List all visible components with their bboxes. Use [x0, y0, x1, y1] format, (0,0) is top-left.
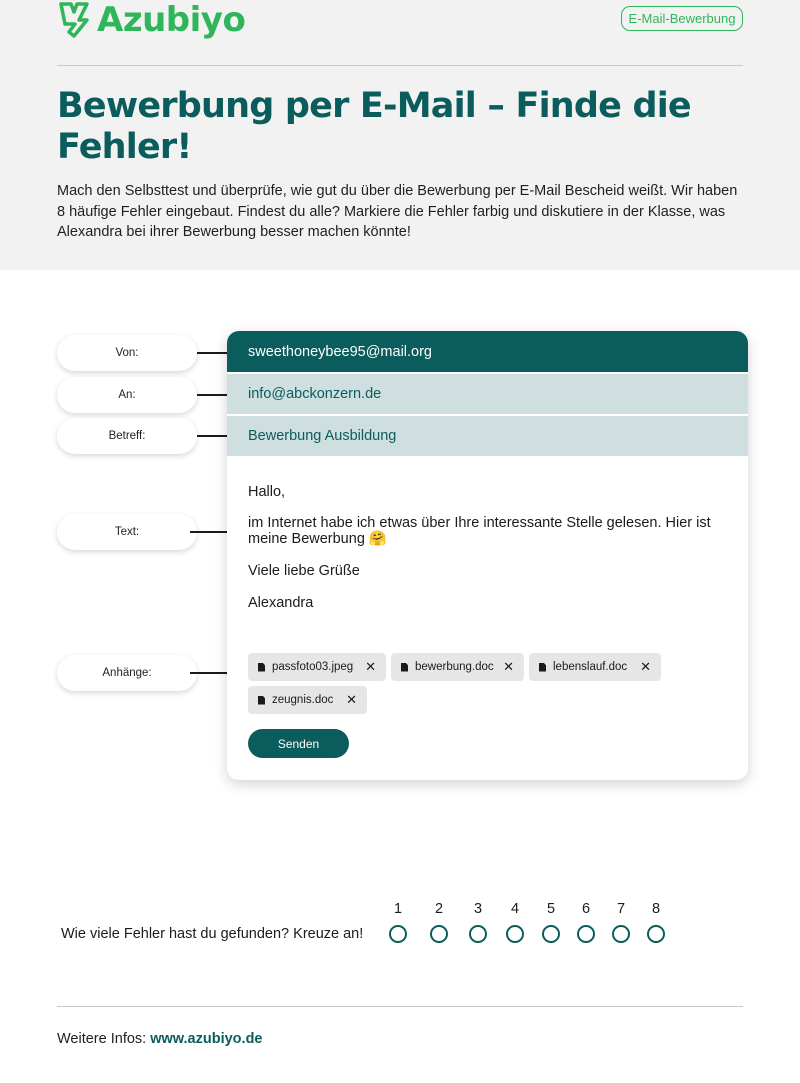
- footer-prefix: Weitere Infos:: [57, 1031, 147, 1047]
- label-to: An:: [57, 377, 197, 413]
- option-radio-7[interactable]: [612, 925, 630, 943]
- azubiyo-logo-icon: [57, 0, 91, 40]
- option-radio-8[interactable]: [647, 925, 665, 943]
- remove-attachment-icon[interactable]: ✕: [346, 692, 357, 707]
- option-number: 1: [393, 901, 403, 917]
- file-icon: [401, 663, 408, 672]
- footer: [57, 1031, 263, 1047]
- option-radio-6[interactable]: [577, 925, 595, 943]
- connector-to: [197, 394, 227, 396]
- attachment-chip[interactable]: [248, 653, 386, 681]
- label-text: Text:: [57, 514, 197, 550]
- divider: [57, 1006, 743, 1007]
- attachment-name: zeugnis.doc: [272, 694, 334, 706]
- page-title: Bewerbung per E-Mail – Finde die Fehler!: [57, 86, 691, 167]
- remove-attachment-icon[interactable]: ✕: [365, 659, 376, 674]
- email-signature: Alexandra: [248, 595, 314, 611]
- label-from: Von:: [57, 335, 197, 371]
- logo-text: Azubiyo: [97, 0, 246, 40]
- option-number: 5: [546, 901, 556, 917]
- option-radio-1[interactable]: [389, 925, 407, 943]
- email-body: im Internet habe ich etwas über Ihre interessante Stelle gelesen. Hier ist meine Bewerbung 🤗: [248, 515, 711, 547]
- divider: [57, 65, 743, 66]
- connector-subject: [197, 435, 227, 437]
- remove-attachment-icon[interactable]: ✕: [503, 659, 514, 674]
- logo[interactable]: [57, 0, 245, 40]
- file-icon: [539, 663, 546, 672]
- option-number: 7: [616, 901, 626, 917]
- option-radio-3[interactable]: [469, 925, 487, 943]
- email-closing: Viele liebe Grüße: [248, 563, 360, 579]
- file-icon: [258, 663, 265, 672]
- option-radio-4[interactable]: [506, 925, 524, 943]
- file-icon: [258, 696, 265, 705]
- intro-text: Mach den Selbsttest und überprüfe, wie gut du über die Bewerbung per E-Mail Bescheid weißt. Wir haben 8 häufige Fehler eingebaut. Findest du alle? Markiere die Fehler farbig und diskutiere in der Klasse, was Alexandra bei ihrer Bewerbung besser machen könnte!: [57, 183, 738, 240]
- attachment-name: lebenslauf.doc: [553, 661, 628, 673]
- option-number: 4: [510, 901, 520, 917]
- quiz-question: Wie viele Fehler hast du gefunden? Kreuze an!: [61, 926, 364, 942]
- option-radio-5[interactable]: [542, 925, 560, 943]
- remove-attachment-icon[interactable]: ✕: [640, 659, 651, 674]
- email-greeting: Hallo,: [248, 484, 286, 500]
- attachment-chip[interactable]: [248, 686, 367, 714]
- option-number: 6: [581, 901, 591, 917]
- footer-link[interactable]: www.azubiyo.de: [150, 1031, 263, 1047]
- option-number: 2: [434, 901, 444, 917]
- topic-badge: E-Mail-Bewerbung: [621, 6, 743, 31]
- to-field[interactable]: info@abckonzern.de: [227, 374, 748, 414]
- attachment-name: bewerbung.doc: [415, 661, 494, 673]
- connector-from: [197, 352, 227, 354]
- subject-field[interactable]: Bewerbung Ausbildung: [227, 416, 748, 456]
- attachment-name: passfoto03.jpeg: [272, 661, 354, 673]
- header-section: [0, 0, 800, 270]
- attachment-chip[interactable]: [529, 653, 661, 681]
- from-field[interactable]: sweethoneybee95@mail.org: [227, 331, 748, 372]
- label-attachments: Anhänge:: [57, 655, 197, 691]
- option-radio-2[interactable]: [430, 925, 448, 943]
- email-window: [227, 331, 748, 780]
- option-number: 8: [651, 901, 661, 917]
- label-subject: Betreff:: [57, 418, 197, 454]
- attachment-chip[interactable]: [391, 653, 524, 681]
- send-button[interactable]: Senden: [248, 729, 349, 758]
- option-number: 3: [473, 901, 483, 917]
